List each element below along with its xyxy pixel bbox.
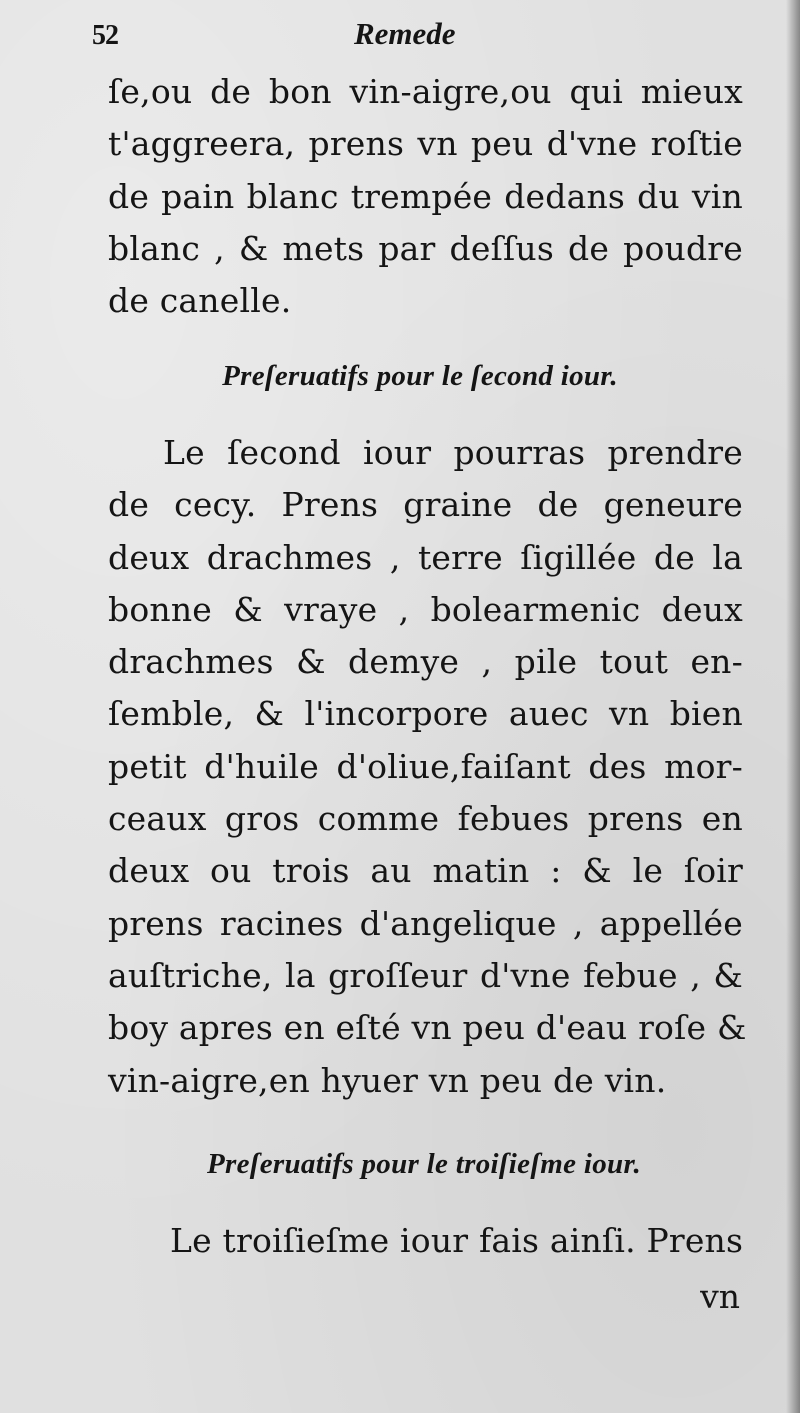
text-line: ceaux gros comme febues prens en	[108, 799, 743, 839]
section-heading-third-day: Preſeruatifs pour le troiſieſme iour.	[206, 1148, 641, 1180]
text-line: boy apres en eſté vn peu d'eau roſe &	[108, 1008, 747, 1048]
page-number: 52	[92, 20, 118, 51]
running-head: Remede	[354, 16, 456, 51]
text-line: ſe,ou de bon vin-aigre,ou qui mieux	[108, 72, 743, 111]
text-line: Le troiſieſme iour fais ainſi. Prens	[170, 1221, 744, 1260]
text-line: Le ſecond iour pourras prendre	[163, 433, 743, 472]
text-line: bonne & vraye , bolearmenic deux	[108, 589, 743, 629]
text-line: deux ou trois au matin : & le ſoir	[108, 851, 743, 891]
section-heading-second-day: Preſeruatifs pour le ſecond iour.	[222, 360, 618, 392]
paragraph-second-day	[108, 427, 747, 1107]
text-line: prens racines d'angelique , appellée	[108, 903, 743, 943]
catchword: vn	[700, 1277, 740, 1316]
text-line: auſtriche, la groſſeur d'vne febue , &	[108, 955, 743, 995]
text-line: blanc , & mets par deſſus de poudre	[108, 228, 743, 268]
text-line: vin-aigre,en hyuer vn peu de vin.	[108, 1060, 667, 1100]
text-line: de canelle.	[108, 281, 292, 321]
page-header	[92, 14, 742, 64]
text-line: deux drachmes , terre ſigillée de la	[108, 537, 743, 577]
paragraph-third-day	[108, 1215, 743, 1267]
text-line: de cecy. Prens graine de geneure	[108, 485, 743, 525]
paragraph-continuation	[108, 66, 743, 327]
text-line: ſemble, & l'incorpore auec vn bien	[108, 694, 743, 734]
text-line: petit d'huile d'oliue,faiſant des mor-	[108, 746, 743, 786]
text-line: drachmes & demye , pile tout en-	[108, 642, 743, 682]
text-line: de pain blanc trempée dedans du vin	[108, 176, 743, 216]
text-line: t'aggreera, prens vn peu d'vne roſtie	[108, 124, 743, 164]
